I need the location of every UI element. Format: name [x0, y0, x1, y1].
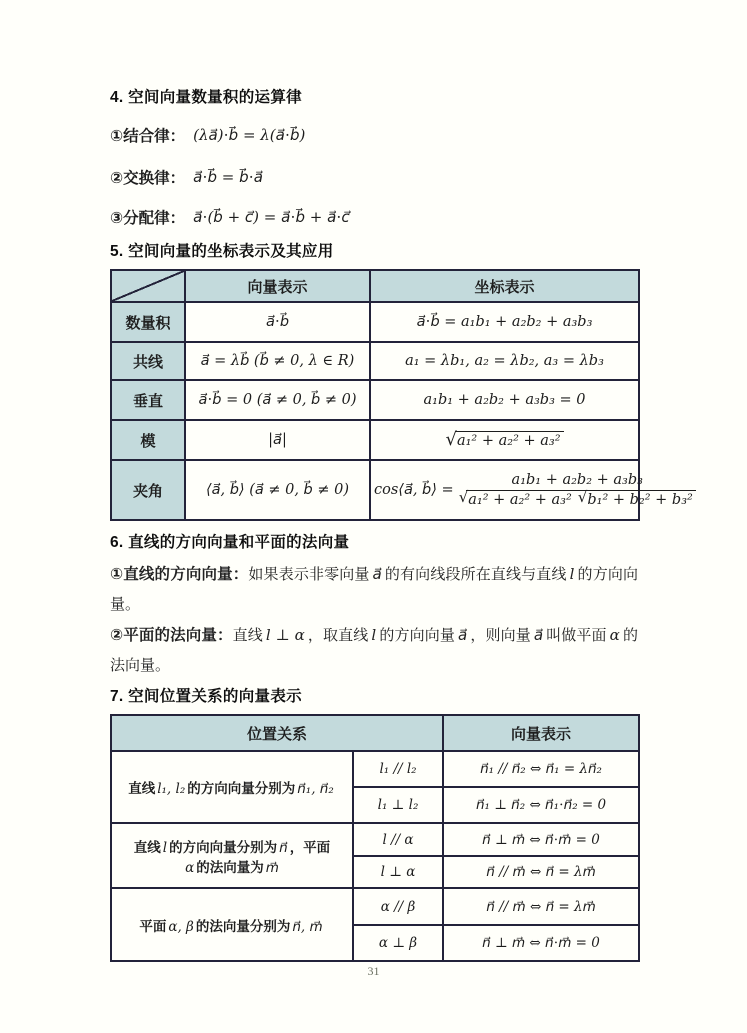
section6-title: 6. 直线的方向向量和平面的法向量: [110, 534, 350, 551]
section5-title: 5. 空间向量的坐标表示及其应用: [110, 243, 334, 260]
paragraph-text: ，取直线: [307, 628, 369, 644]
sqrt-expression: [445, 428, 563, 450]
table-row: [111, 888, 639, 925]
law-commutative-label: ②交换律：: [110, 170, 186, 187]
radical-sign: √: [577, 488, 588, 506]
alpha-beta-symbols: α, β: [168, 918, 194, 935]
alpha-symbol: α: [609, 626, 620, 644]
alpha-symbol: α: [185, 859, 195, 876]
table1-header-row: [111, 270, 639, 302]
law-associative: [110, 120, 638, 150]
case-l-parallel-alpha: l // α: [353, 823, 443, 856]
expr-n-perp-m: n⃗ ⊥ m⃗ ⇔ n⃗⋅m⃗ = 0: [443, 925, 639, 961]
section7-title: 7. 空间位置关系的向量表示: [110, 688, 302, 705]
line-l-symbol: l: [162, 839, 168, 856]
vector-a-symbol: a⃗: [457, 626, 468, 644]
paragraph-label: ②平面的法向量：: [110, 627, 233, 644]
law-distributive: [110, 202, 638, 232]
l-perp-alpha-symbol: l ⊥ α: [265, 626, 305, 644]
row-dot-vector: a⃗⋅b⃗: [185, 302, 370, 342]
law-commutative: [110, 162, 638, 192]
radicand: a₁² + a₂² + a₃²: [455, 431, 564, 449]
fraction: [459, 472, 696, 508]
table-row: [111, 420, 639, 460]
group2-label-line2: [115, 856, 349, 876]
expr-n-parallel-m: n⃗ // m⃗ ⇔ n⃗ = λm⃗: [443, 888, 639, 925]
law-associative-label: ①结合律：: [110, 128, 186, 145]
table2-header-relation: 位置关系: [111, 715, 443, 751]
position-relation-table: [110, 714, 640, 962]
row-dot-name: 数量积: [111, 302, 185, 342]
table-row: [111, 460, 639, 520]
cos-lead: cos⟨a⃗, b⃗⟩ =: [374, 482, 454, 498]
case-l1-parallel-l2: l₁ // l₂: [353, 751, 443, 787]
table2-header-vector: 向量表示: [443, 715, 639, 751]
paragraph-text: 的有向线段所在直线与直线: [384, 567, 567, 583]
radicand: a₁² + a₂² + a₃²: [466, 490, 575, 508]
expr-n1-parallel-n2: n⃗₁ // n⃗₂ ⇔ n⃗₁ = λn⃗₂: [443, 751, 639, 787]
line-l-symbol: l: [569, 565, 575, 583]
group-label-text: 的法向量分别为: [195, 918, 291, 934]
section4-title: 4. 空间向量数量积的运算律: [110, 89, 302, 106]
row-dot-coord: a⃗⋅b⃗ = a₁b₁ + a₂b₂ + a₃b₃: [370, 302, 639, 342]
paragraph-text: 叫做平面: [546, 628, 607, 644]
law-commutative-formula: a⃗⋅b⃗ = b⃗⋅a⃗: [193, 168, 263, 186]
case-l1-perp-l2: l₁ ⊥ l₂: [353, 787, 443, 823]
radicand: b₁² + b₂² + b₃²: [585, 490, 695, 508]
n1-n2-symbols: n⃗₁, n⃗₂: [297, 781, 334, 797]
radical-sign: √: [458, 488, 469, 506]
vector-n-symbol: n⃗: [279, 839, 288, 856]
page-number: 31: [367, 964, 380, 978]
line-l-symbol: l: [371, 626, 377, 644]
case-l-perp-alpha: l ⊥ α: [353, 856, 443, 888]
group-label-text: 的法向量为: [196, 859, 264, 875]
law-distributive-formula: a⃗⋅(b⃗ + c⃗) = a⃗⋅b⃗ + a⃗⋅c⃗: [193, 208, 350, 226]
fraction-numerator: a₁b₁ + a₂b₂ + a₃b₃: [502, 472, 653, 491]
sqrt-expression: [459, 490, 575, 508]
row-perp-coord: a₁b₁ + a₂b₂ + a₃b₃ = 0: [370, 380, 639, 420]
group3-label: [111, 888, 353, 961]
direction-vector-paragraph: [110, 559, 638, 620]
row-angle-name: 夹角: [111, 460, 185, 520]
paragraph-text: 的方向向量: [379, 628, 455, 644]
expr-n1-perp-n2: n⃗₁ ⊥ n⃗₂ ⇔ n⃗₁⋅n⃗₂ = 0: [443, 787, 639, 823]
expr-n-parallel-m: n⃗ // m⃗ ⇔ n⃗ = λm⃗: [443, 856, 639, 888]
table1-diagonal-cell: [111, 270, 185, 302]
coordinate-representation-table: [110, 269, 693, 521]
paragraph-text: 的法向量。: [110, 628, 638, 674]
row-mod-vector: |a⃗|: [185, 420, 370, 460]
normal-vector-paragraph: [110, 620, 638, 681]
table-row: [111, 380, 639, 420]
row-angle-coord: [370, 460, 693, 520]
vector-a-symbol: a⃗: [533, 626, 544, 644]
group-label-text: 的方向向量分别为: [169, 839, 278, 855]
paragraph-text: 直线: [232, 628, 263, 644]
n-m-symbols: n⃗, m⃗: [292, 918, 323, 935]
row-collinear-vector: a⃗ = λb⃗ (b⃗ ≠ 0, λ ∈ R): [185, 342, 370, 380]
group1-label: [111, 751, 353, 823]
group-label-text: 的方向向量分别为: [187, 781, 296, 796]
paragraph-text: 如果表示非零向量: [248, 567, 370, 583]
row-mod-coord: [370, 420, 639, 460]
group2-label: [111, 823, 353, 888]
page-content: [110, 88, 693, 962]
group-label-text: 直线: [133, 839, 161, 855]
sqrt-expression: [578, 490, 696, 508]
row-mod-name: 模: [111, 420, 185, 460]
table-row: [111, 751, 639, 787]
fraction-denominator: [459, 488, 696, 508]
group-label-text: 直线: [128, 781, 156, 796]
table1-header-vector: 向量表示: [185, 270, 370, 302]
vector-a-symbol: a⃗: [372, 565, 382, 583]
table-row: [111, 823, 639, 856]
radical-sign: √: [445, 428, 457, 450]
law-associative-formula: (λa⃗)⋅b⃗ = λ(a⃗⋅b⃗): [193, 126, 306, 144]
law-distributive-label: ③分配律：: [110, 210, 186, 227]
group-label-text: 平面: [139, 918, 167, 934]
table-row: [111, 302, 639, 342]
row-collinear-coord: a₁ = λb₁, a₂ = λb₂, a₃ = λb₃: [370, 342, 639, 380]
row-perp-name: 垂直: [111, 380, 185, 420]
l1-l2-symbols: l₁, l₂: [157, 781, 186, 797]
paragraph-text: 的方向向量。: [110, 567, 638, 613]
case-alpha-parallel-beta: α // β: [353, 888, 443, 925]
paragraph-text: ，则向量: [470, 628, 531, 644]
group2-label-line1: [115, 836, 349, 856]
table2-header-row: [111, 715, 639, 751]
group-label-text: ，平面: [289, 839, 331, 855]
paragraph-label: ①直线的方向向量：: [110, 566, 249, 583]
expr-n-perp-m: n⃗ ⊥ m⃗ ⇔ n⃗⋅m⃗ = 0: [443, 823, 639, 856]
table-row: [111, 342, 639, 380]
table1-header-coord: 坐标表示: [370, 270, 639, 302]
vector-m-symbol: m⃗: [265, 859, 279, 876]
row-collinear-name: 共线: [111, 342, 185, 380]
row-angle-vector: ⟨a⃗, b⃗⟩ (a⃗ ≠ 0, b⃗ ≠ 0): [185, 460, 370, 520]
case-alpha-perp-beta: α ⊥ β: [353, 925, 443, 961]
row-perp-vector: a⃗⋅b⃗ = 0 (a⃗ ≠ 0, b⃗ ≠ 0): [185, 380, 370, 420]
